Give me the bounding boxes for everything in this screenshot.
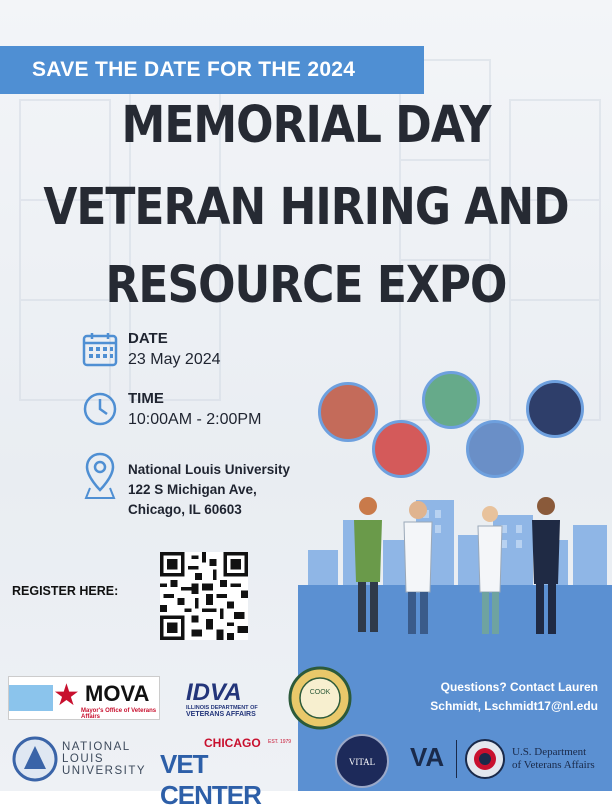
vital-logo <box>334 733 390 789</box>
nlu-emblem <box>12 736 58 782</box>
nurse-figure <box>478 506 502 634</box>
contact-text: Questions? Contact Lauren Schmidt, Lschmidt17@nl.edu <box>430 680 598 713</box>
mova-logo: ★ MOVA Mayor's Office of Veterans Affairs <box>8 676 160 720</box>
doctor-figure <box>404 501 432 634</box>
address-line-3: Chicago, IL 60603 <box>128 502 242 517</box>
date-value: 23 May 2024 <box>128 351 221 368</box>
date-label: DATE <box>128 330 168 347</box>
time-value: 10:00AM - 2:00PM <box>128 411 262 428</box>
star-icon: ★ <box>53 679 80 712</box>
address-line-1: National Louis University <box>128 462 291 477</box>
title-line-3: RESOURCE EXPO <box>105 256 507 315</box>
register-qr-code[interactable] <box>160 552 248 640</box>
location-pin-icon <box>84 452 116 500</box>
avatar-chef <box>372 420 430 478</box>
svg-text:VITAL: VITAL <box>348 757 376 767</box>
farmer-figure <box>354 497 382 632</box>
idva-logo: IDVA ILLINOIS DEPARTMENT OF VETERANS AFFAIRS <box>186 679 258 718</box>
va-mark: VA <box>410 742 445 772</box>
title-line-2: VETERAN HIRING AND <box>43 178 569 237</box>
register-label: REGISTER HERE: <box>12 584 119 598</box>
avatar-engineer <box>526 380 584 438</box>
avatar-construction-worker <box>422 371 480 429</box>
police-figure <box>532 497 560 634</box>
address-block <box>128 460 290 520</box>
cook-county-seal <box>288 666 352 730</box>
address-line-2: 122 S Michigan Ave, <box>128 482 257 497</box>
va-divider <box>456 740 457 778</box>
save-the-date-banner: SAVE THE DATE FOR THE 2024 <box>0 46 424 94</box>
nlu-logo-text: NATIONAL LOUIS UNIVERSITY <box>62 741 147 777</box>
chicago-vet-center-logo: CHICAGO VET CENTER EST. 1979 <box>160 736 292 810</box>
va-department-text: U.S. Department of Veterans Affairs <box>512 746 595 771</box>
clock-icon <box>82 391 118 427</box>
avatar-pilot <box>466 420 524 478</box>
title-line-1: MEMORIAL DAY <box>121 96 491 155</box>
time-label: TIME <box>128 390 164 407</box>
va-seal <box>464 738 506 780</box>
svg-text:COOK: COOK <box>309 689 331 696</box>
workers-illustration <box>340 492 580 640</box>
calendar-icon <box>82 331 118 367</box>
avatar-woman <box>318 382 378 442</box>
